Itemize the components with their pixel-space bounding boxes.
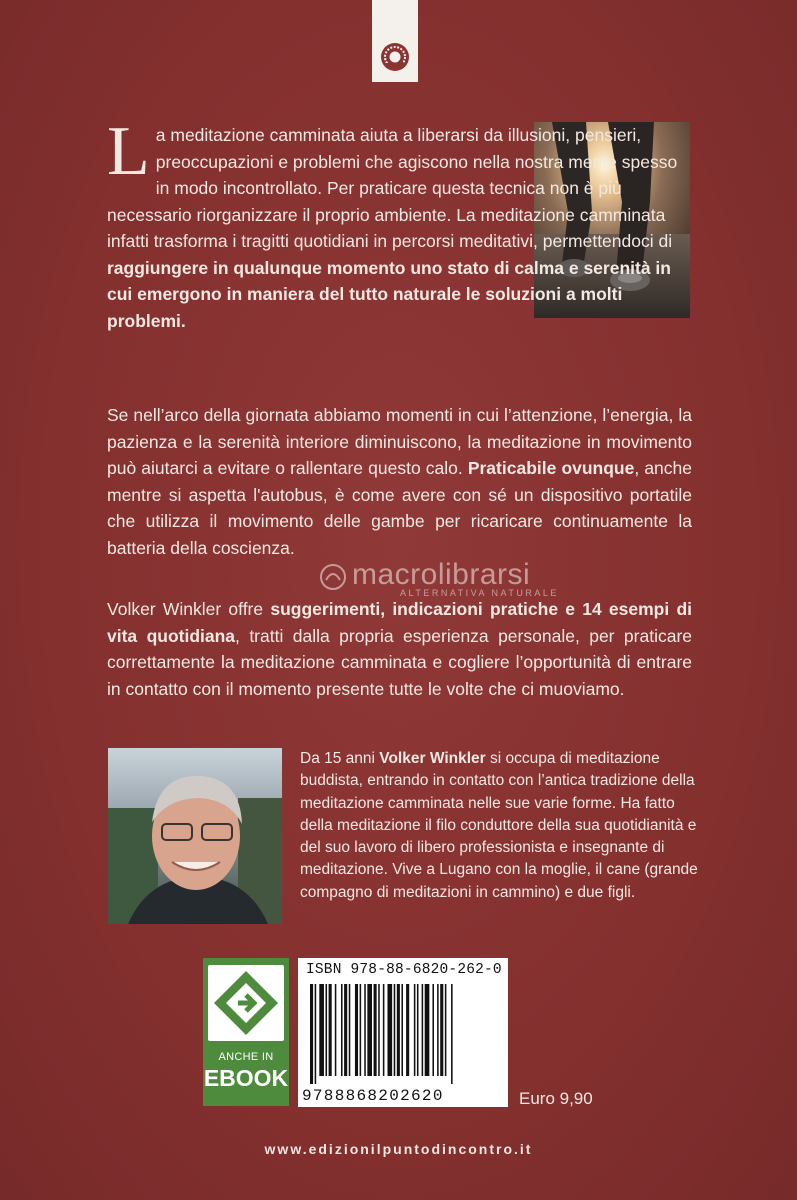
ebook-badge	[203, 958, 289, 1106]
barcode-bar	[344, 984, 347, 1076]
publisher-website: www.edizionilpuntodincontro.it	[264, 1141, 533, 1157]
publisher-logo-icon	[380, 42, 410, 72]
barcode-bar	[329, 984, 332, 1076]
bio-text-a: Da 15 anni	[300, 750, 380, 767]
second-text-a: Se nell’arco della giornata abbiamo momenti in cui l’attenzione, l’energia, la pazienza e la serenità interiore diminuiscono, la meditazione in movimento può aiutarci a evitare o rallentare questo calo.	[107, 405, 692, 478]
third-bold-text: suggerimenti, indicazioni pratiche e 14 esempi di vita quotidiana	[107, 599, 692, 646]
author-bio	[300, 748, 700, 904]
isbn-label: ISBN 978-88-6820-262-0	[306, 962, 502, 978]
drop-cap: L	[107, 113, 150, 190]
barcode-bar	[417, 984, 419, 1076]
barcode-bar	[422, 984, 424, 1076]
third-text-a: Volker Winkler offre	[107, 599, 271, 619]
second-bold-text: Praticabile ovunque	[467, 458, 635, 478]
barcode-bar	[349, 984, 351, 1076]
ebook-line2: EBOOK	[203, 1065, 289, 1091]
second-text-b: , anche mentre si aspetta l'autobus, è come avere con sé un dispositivo portatile che utilizza il movimento delle gambe per ricaricare continuamente la batteria della coscienza.	[107, 458, 692, 558]
ebook-line1: ANCHE IN	[218, 1051, 274, 1063]
ebook-logo	[208, 965, 284, 1041]
barcode-bar	[440, 984, 443, 1076]
watermark-subtitle: ALTERNATIVA NATURALE	[400, 588, 559, 598]
barcode-bar	[401, 984, 403, 1076]
isbn-barcode	[298, 958, 508, 1107]
isbn-number: 9788868202620	[302, 1087, 444, 1105]
barcode-bar	[319, 984, 324, 1076]
third-text-b: , tratti dalla propria esperienza personale, per praticare correttamente la meditazione camminata e cogliere l’opportunità di entrare in contatto con il momento presente tutte le volte che ci muoviamo.	[107, 625, 693, 699]
second-paragraph	[107, 402, 692, 561]
author-photo	[108, 748, 282, 924]
barcode-bar	[388, 984, 393, 1076]
barcode-bar	[432, 984, 434, 1076]
barcode-bar	[374, 984, 377, 1076]
barcode-bar	[437, 984, 439, 1076]
barcode-bar	[425, 984, 430, 1076]
barcode-bar	[315, 984, 317, 1084]
barcode-bar	[406, 984, 409, 1076]
barcode-bar	[383, 984, 385, 1076]
barcode-bar	[341, 984, 343, 1076]
barcode-bar	[414, 984, 416, 1076]
third-paragraph	[107, 596, 692, 702]
barcode-bar	[364, 984, 366, 1076]
watermark-name: macrolibrarsi	[352, 558, 531, 591]
barcode-bar	[445, 984, 447, 1076]
macrolibrarsi-watermark	[318, 560, 618, 600]
ebook-e-icon	[208, 965, 284, 1041]
intro-text: a meditazione camminata aiuta a liberarsi da illusioni, pensieri, preoccupazioni e problemi che agiscono nella nostra mente spesso in modo incontrollato. Per praticare questa tecnica non è più necessario riorganizzare il proprio ambiente. La meditazione camminata infatti trasforma i tragitti quotidiani in percorsi meditativi, permettendoci di	[107, 125, 678, 251]
barcode-bar	[451, 984, 453, 1084]
bio-text-b: si occupa di meditazione buddista, entrando in contatto con l’antica tradizione della meditazione camminata nelle sue varie forme. Ha fatto della meditazione il filo conduttore della sua quotidianità e del suo lavoro di libero professionista e insegnante di meditazione. Vive a Lugano con la moglie, il cane (grande compagno di meditazioni in cammino) e due figli.	[300, 750, 698, 901]
barcode-bar	[335, 984, 337, 1076]
intro-paragraph	[107, 113, 692, 334]
watermark-logo-icon	[318, 562, 348, 592]
barcode-bar	[326, 984, 328, 1076]
barcode-bar	[355, 984, 358, 1076]
barcode-bars	[310, 984, 498, 1084]
price: Euro 9,90	[519, 1089, 593, 1108]
barcode-bar	[367, 984, 372, 1076]
barcode-bar	[310, 984, 313, 1084]
bio-author-name: Volker Winkler	[379, 750, 486, 767]
barcode-bar	[378, 984, 380, 1076]
barcode-bar	[360, 984, 362, 1076]
barcode-bar	[394, 984, 396, 1076]
barcode-bar	[397, 984, 400, 1076]
intro-bold-text: raggiungere in qualunque momento uno stato di calma e serenità in cui emergono in maniera del tutto naturale le soluzioni a molti problemi.	[107, 257, 671, 331]
